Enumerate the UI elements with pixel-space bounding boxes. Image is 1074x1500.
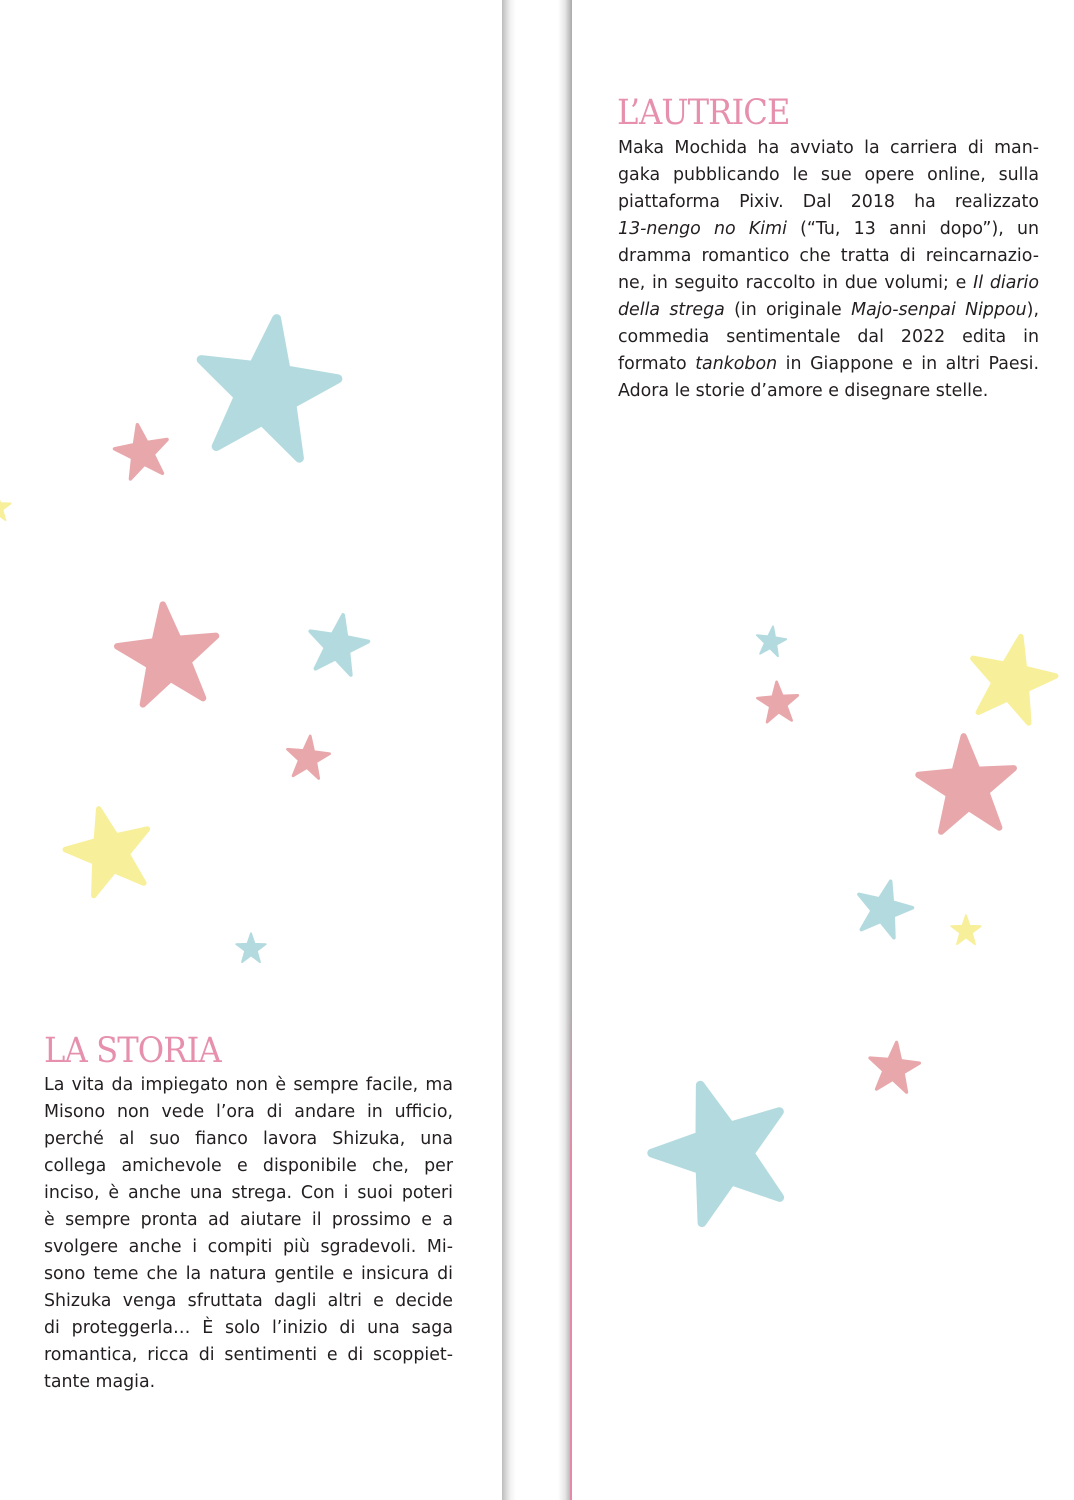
text-line: è sempre pronta ad aiutare il prossimo e a <box>44 1210 453 1230</box>
star-blue-large-left-icon <box>182 302 351 471</box>
text-run: in Giappone e in altri Paesi. <box>777 354 1039 374</box>
text-run: Maka Mochida ha avviato la carriera di man- <box>618 138 1039 158</box>
star-pink-medium-left-icon <box>109 595 228 714</box>
section-title-l-autrice: L’AUTRICE <box>617 93 790 133</box>
text-line <box>618 189 1039 216</box>
author-paragraph <box>618 135 1039 405</box>
text-line: collega amichevole e disponibile che, per <box>44 1156 453 1176</box>
text-line <box>618 135 1039 162</box>
star-blue-tiny-left-icon <box>235 932 267 964</box>
italic-title: Il diario <box>973 273 1040 293</box>
star-yellow-edge-left-icon <box>0 492 12 522</box>
text-run: (in originale <box>724 300 852 320</box>
text-run: ), <box>1026 300 1039 320</box>
text-run: gaka pubblicando le sue opere online, sulla <box>618 165 1039 185</box>
italic-title: 13-nengo no Kimi <box>618 219 787 239</box>
text-line <box>618 324 1039 351</box>
text-line <box>618 243 1039 270</box>
text-run: Adora le storie d’amore e disegnare stelle. <box>618 381 989 401</box>
text-run: piattaforma Pixiv. Dal 2018 ha realizzato <box>618 192 1039 212</box>
text-run: formato <box>618 354 696 374</box>
text-line <box>618 162 1039 189</box>
text-line <box>618 351 1039 378</box>
book-spine-gutter <box>502 0 572 1500</box>
star-pink-tiny-left-icon <box>283 732 334 783</box>
italic-title: tankobon <box>695 354 778 374</box>
text-line <box>618 216 1039 243</box>
star-pink-small-left-icon <box>108 417 175 484</box>
section-title-la-storia: LA STORIA <box>44 1031 221 1071</box>
text-line: tante magia. <box>44 1372 156 1392</box>
text-run: (“Tu, 13 anni dopo”), un <box>786 219 1039 239</box>
star-pink-small-right-lower-icon <box>864 1037 923 1096</box>
text-run: commedia sentimentale dal 2022 edita in <box>618 327 1039 347</box>
left-page <box>0 0 502 1500</box>
text-line: Shizuka venga sfruttata dagli altri e decide <box>44 1291 453 1311</box>
text-run: ne, in seguito raccolto in due volumi; e <box>618 273 974 293</box>
text-run: dramma romantico che tratta di reincarnazio- <box>618 246 1039 266</box>
text-line: Misono non vede l’ora di andare in ufficio, <box>44 1102 453 1122</box>
star-pink-small-right-icon <box>755 679 802 726</box>
gutter-shadow-left <box>502 0 516 1500</box>
star-pink-large-right-icon <box>911 728 1022 839</box>
text-line: perché al suo fianco lavora Shizuka, una <box>44 1129 453 1149</box>
text-line: inciso, è anche una strega. Con i suoi poteri <box>44 1183 453 1203</box>
text-line <box>618 297 1039 324</box>
star-yellow-tiny-right-icon <box>950 914 982 946</box>
text-line: di proteggerla… È solo l’inizio di una saga <box>44 1318 453 1338</box>
star-yellow-large-right-icon <box>957 623 1066 732</box>
text-line: romantica, ricca di sentimenti e di scoppiet- <box>44 1345 453 1365</box>
text-line: La vita da impiegato non è sempre facile, ma <box>44 1075 453 1095</box>
italic-title: della strega <box>618 300 725 320</box>
text-line: sono teme che la natura gentile e insicura di <box>44 1264 453 1284</box>
italic-title: Majo-senpai Nippou <box>851 300 1027 320</box>
text-line <box>618 378 1039 405</box>
story-paragraph <box>44 1072 453 1396</box>
star-blue-tiny-right-icon <box>753 623 789 659</box>
star-blue-medium-left-icon <box>301 607 375 681</box>
text-line <box>618 270 1039 297</box>
text-line: svolgere anche i compiti più sgradevoli. Mi- <box>44 1237 453 1257</box>
